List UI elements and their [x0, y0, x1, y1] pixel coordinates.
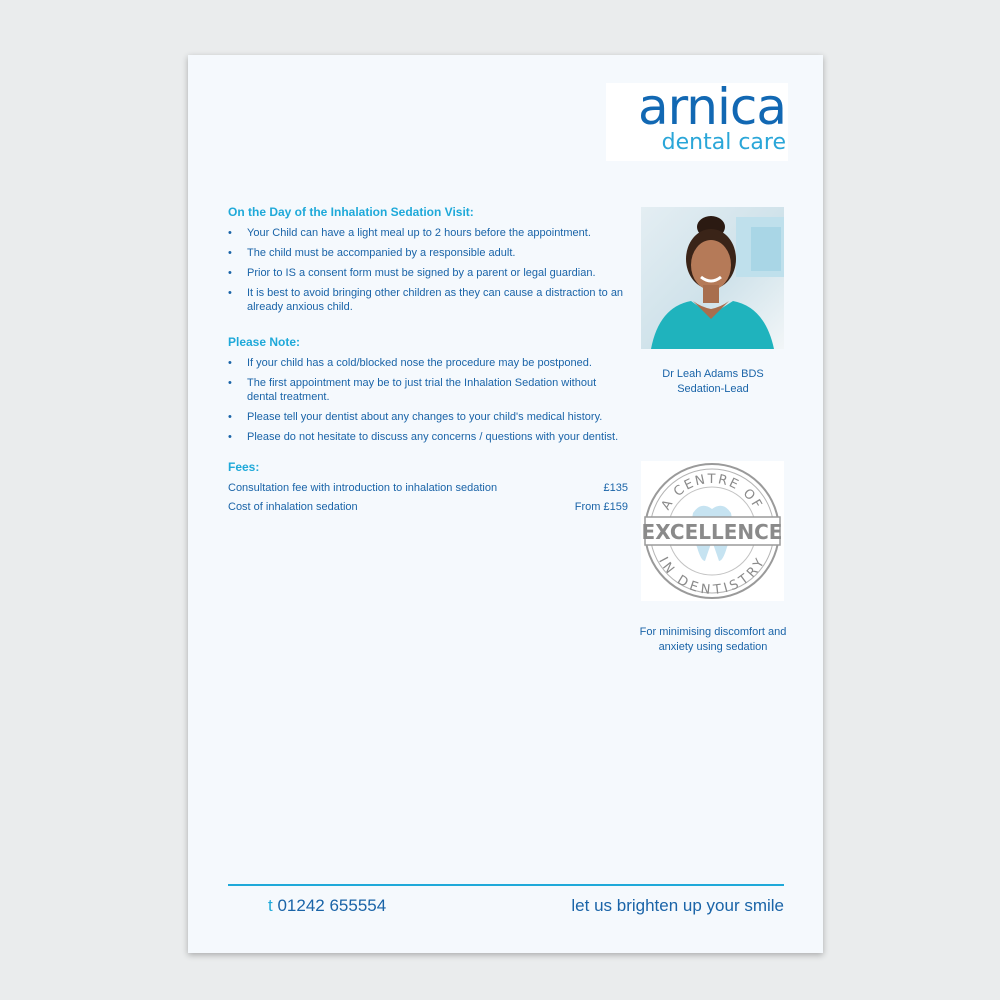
list-item	[228, 226, 628, 240]
fee-label: Cost of inhalation sedation	[228, 501, 358, 513]
list-item	[228, 356, 628, 370]
fees-heading: Fees:	[228, 460, 260, 474]
arnica-logo	[606, 78, 788, 161]
visit-list	[228, 226, 628, 314]
logo-subtitle: dental care	[661, 130, 786, 155]
fee-price: £135	[603, 482, 628, 494]
logo-wordmark: arnica	[637, 78, 786, 136]
fee-price: From £159	[574, 501, 628, 513]
badge-caption-line: anxiety using sedation	[658, 641, 768, 653]
bullet-mark: •	[228, 411, 232, 423]
centre-of-excellence-seal	[641, 461, 784, 601]
list-item	[228, 246, 628, 260]
badge-caption-line: For minimising discomfort and	[639, 626, 787, 638]
list-item-text: The first appointment may be to just trial the Inhalation Sedation without dental treatment.	[247, 377, 597, 403]
dentist-role: Sedation-Lead	[677, 383, 749, 395]
phone-number[interactable]: 01242 655554	[277, 896, 387, 915]
list-item-text: Your Child can have a light meal up to 2 hours before the appointment.	[247, 227, 591, 239]
fee-row	[228, 481, 628, 495]
list-item-text: If your child has a cold/blocked nose the procedure may be postponed.	[247, 357, 592, 369]
list-item	[228, 266, 628, 280]
svg-text:A CENTRE OF	[659, 472, 766, 513]
list-item	[228, 286, 628, 314]
footer-slogan: let us brighten up your smile	[571, 896, 784, 915]
badge-caption	[628, 625, 798, 655]
list-item	[228, 430, 628, 444]
note-heading: Please Note:	[228, 335, 301, 349]
bullet-mark: •	[228, 431, 232, 443]
list-item-text: Please tell your dentist about any changes to your child's medical history.	[247, 411, 603, 423]
svg-text:IN DENTISTRY	[655, 555, 769, 598]
excellence-badge	[641, 461, 784, 601]
bullet-mark: •	[228, 357, 232, 369]
dentist-caption	[628, 367, 798, 397]
bullet-mark: •	[228, 247, 232, 259]
bullet-mark: •	[228, 227, 232, 239]
list-item-text: Please do not hesitate to discuss any concerns / questions with your dentist.	[247, 431, 619, 443]
list-item	[228, 410, 628, 424]
list-item	[228, 376, 628, 404]
footer-divider	[228, 884, 784, 886]
document-page	[188, 55, 823, 953]
dentist-name: Dr Leah Adams BDS	[662, 368, 764, 380]
fee-row	[228, 500, 628, 514]
dentist-portrait-image	[641, 207, 784, 349]
list-item-text: Prior to IS a consent form must be signed by a parent or legal guardian.	[247, 267, 596, 279]
content-column	[228, 205, 628, 519]
bullet-mark: •	[228, 287, 232, 299]
badge-middle-text: EXCELLENCE	[641, 520, 783, 544]
fee-label: Consultation fee with introduction to inhalation sedation	[228, 482, 498, 494]
phone-prefix: t	[268, 896, 273, 915]
dentist-photo	[641, 207, 784, 349]
footer-phone[interactable]	[268, 896, 386, 916]
badge-top-text: A CENTRE OF	[658, 471, 766, 513]
badge-bottom-text: IN DENTISTRY	[655, 554, 769, 599]
list-item-text: It is best to avoid bringing other children as they can cause a distraction to an already anxious child.	[247, 287, 624, 313]
note-list	[228, 356, 628, 444]
list-item-text: The child must be accompanied by a responsible adult.	[247, 247, 516, 259]
visit-heading: On the Day of the Inhalation Sedation Visit:	[228, 205, 474, 219]
bullet-mark: •	[228, 267, 232, 279]
bullet-mark: •	[228, 377, 232, 389]
